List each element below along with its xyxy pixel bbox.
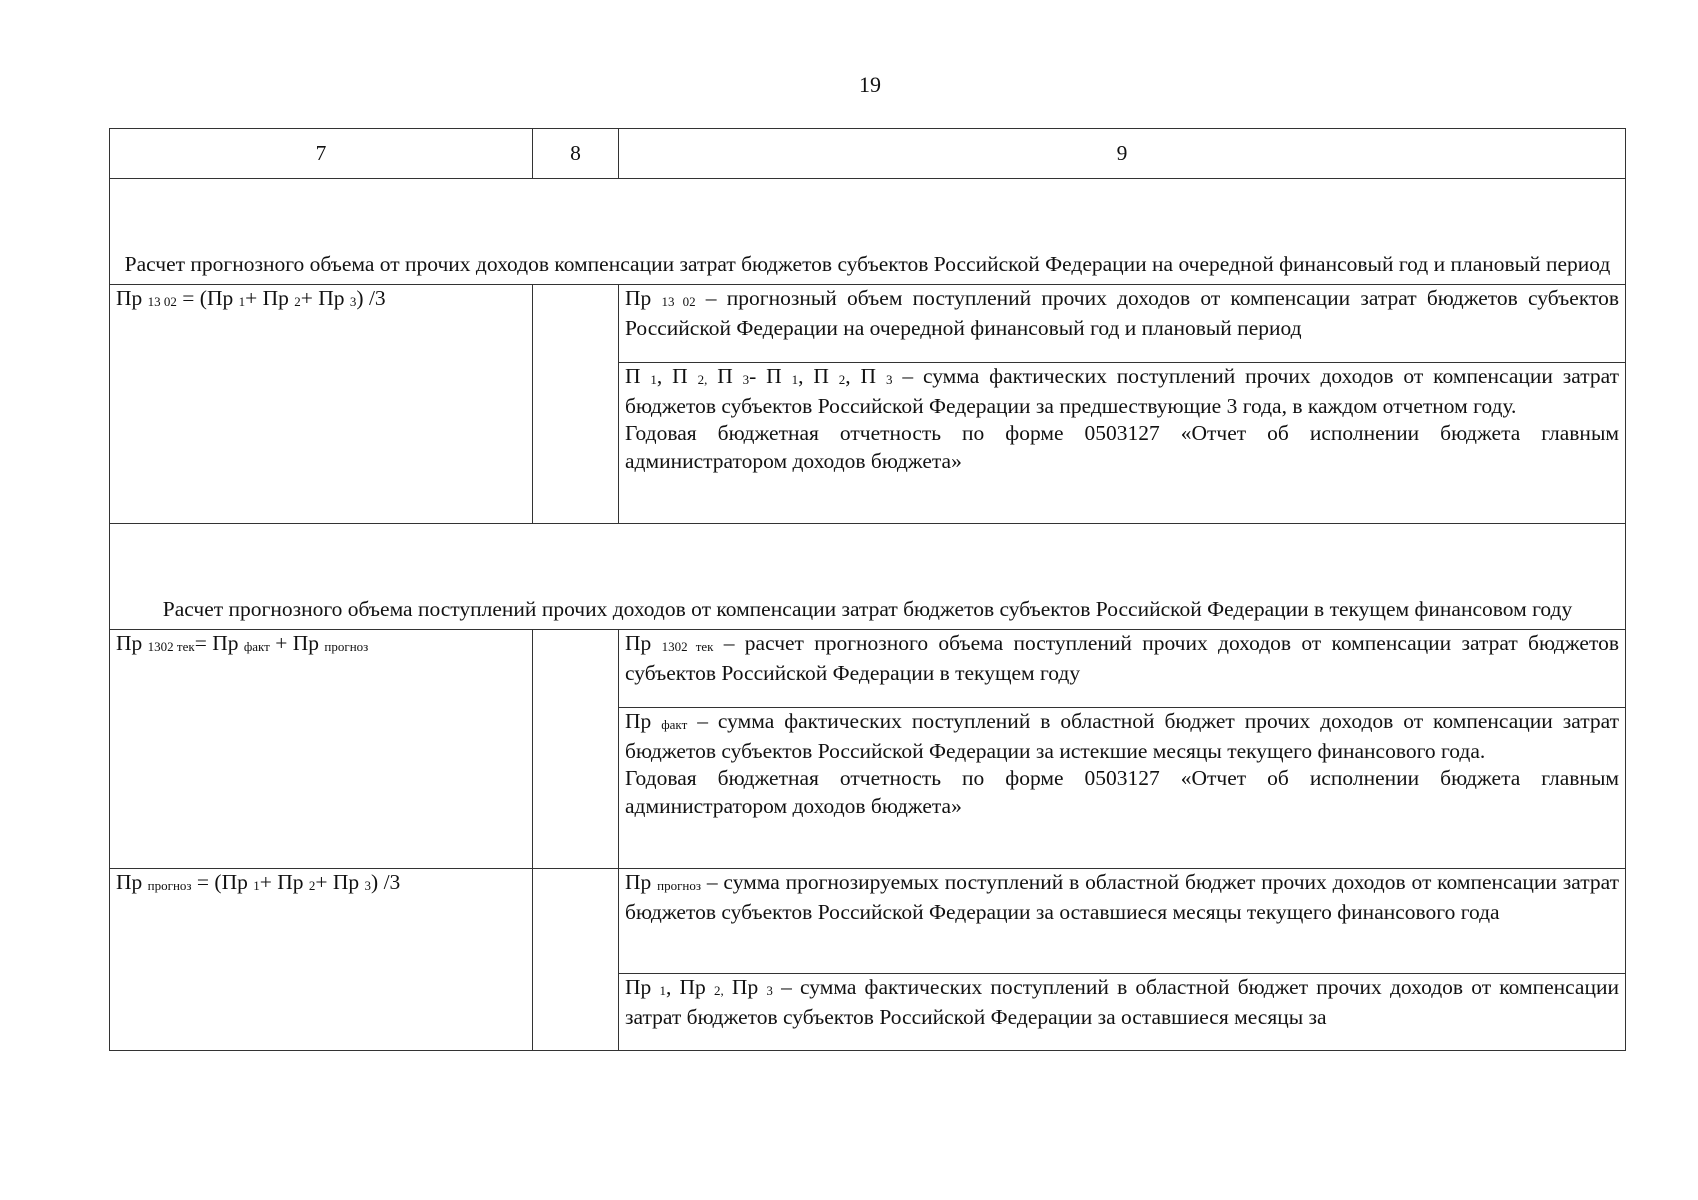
definition-pr1-pr2-pr3: Пр $_1$, Пр $_{2,}$ Пр $_3$ – сумма фактических поступлений в областной бюджет прочих доходов от компенсации затрат бюджетов субъектов Российской Федерации за оставшиеся месяцы за <box>619 974 1626 1051</box>
section-title-row <box>110 179 1626 285</box>
definition-pr-1302-tek: Пр $_{1302 тек}$ – расчет прогнозного объема поступлений прочих доходов от компенсации затрат бюджетов субъектов Российской Федерации в текущем году <box>619 630 1626 708</box>
page-number: 19 <box>859 72 881 97</box>
methodology-table <box>109 128 1626 1051</box>
empty-cell-col8 <box>533 285 619 524</box>
source-reference: Годовая бюджетная отчетность по форме 0503127 «Отчет об исполнении бюджета главным администратором доходов бюджета» <box>625 421 1619 473</box>
formula-row <box>110 869 1626 974</box>
definition-pr-fakt: Пр $_{факт}$ – сумма фактических поступлений в областной бюджет прочих доходов от компенсации затрат бюджетов субъектов Российской Федерации за истекшие месяцы текущего финансового года. Годовая бюджетная отчетность по форме 0503127 «Отчет об исполнении бюджета главным администратором доходов бюджета» <box>619 708 1626 869</box>
column-header-7: 7 <box>110 129 533 179</box>
formula-pr-1302-tek: Пр $_{1302 тек}$= Пр $_{факт}$ + Пр $_{прогноз}$ <box>110 630 533 869</box>
definition-p1-p2-p3: П $_1$, П $_{2,}$ П $_3$- П $_1$, П $_2$, П $_3$ – сумма фактических поступлений прочих доходов от компенсации затрат бюджетов субъектов Российской Федерации за предшествующие 3 года, в каждом отчетном году. Годовая бюджетная отчетность по форме 0503127 «Отчет об исполнении бюджета главным администратором доходов бюджета» <box>619 363 1626 524</box>
section-title-row <box>110 524 1626 630</box>
section-title-planning-period: Расчет прогнозного объема от прочих доходов компенсации затрат бюджетов субъектов Российской Федерации на очередной финансовый год и плановый период <box>110 179 1626 285</box>
formula-row <box>110 630 1626 708</box>
source-reference: Годовая бюджетная отчетность по форме 0503127 «Отчет об исполнении бюджета главным администратором доходов бюджета» <box>625 766 1619 818</box>
empty-cell-col8 <box>533 869 619 1051</box>
definition-pr-prognoz: Пр $_{прогноз}$ – сумма прогнозируемых поступлений в областной бюджет прочих доходов от компенсации затрат бюджетов субъектов Российской Федерации за оставшиеся месяцы текущего финансового года <box>619 869 1626 974</box>
empty-cell-col8 <box>533 630 619 869</box>
formula-row <box>110 285 1626 363</box>
definition-pr-13-02: Пр $_{13 02}$ – прогнозный объем поступлений прочих доходов от компенсации затрат бюджетов субъектов Российской Федерации на очередной финансовый год и плановый период <box>619 285 1626 363</box>
formula-pr-13-02: Пр $_{13 02}$ = (Пр $_1$+ Пр $_2$+ Пр $_3$) /3 <box>110 285 533 524</box>
column-number-row <box>110 129 1626 179</box>
formula-pr-prognoz: Пр $_{прогноз}$ = (Пр $_1$+ Пр $_2$+ Пр $_3$) /3 <box>110 869 533 1051</box>
section-title-current-year: Расчет прогнозного объема поступлений прочих доходов от компенсации затрат бюджетов субъектов Российской Федерации в текущем финансовом году <box>110 524 1626 630</box>
column-header-8: 8 <box>533 129 619 179</box>
column-header-9: 9 <box>619 129 1626 179</box>
